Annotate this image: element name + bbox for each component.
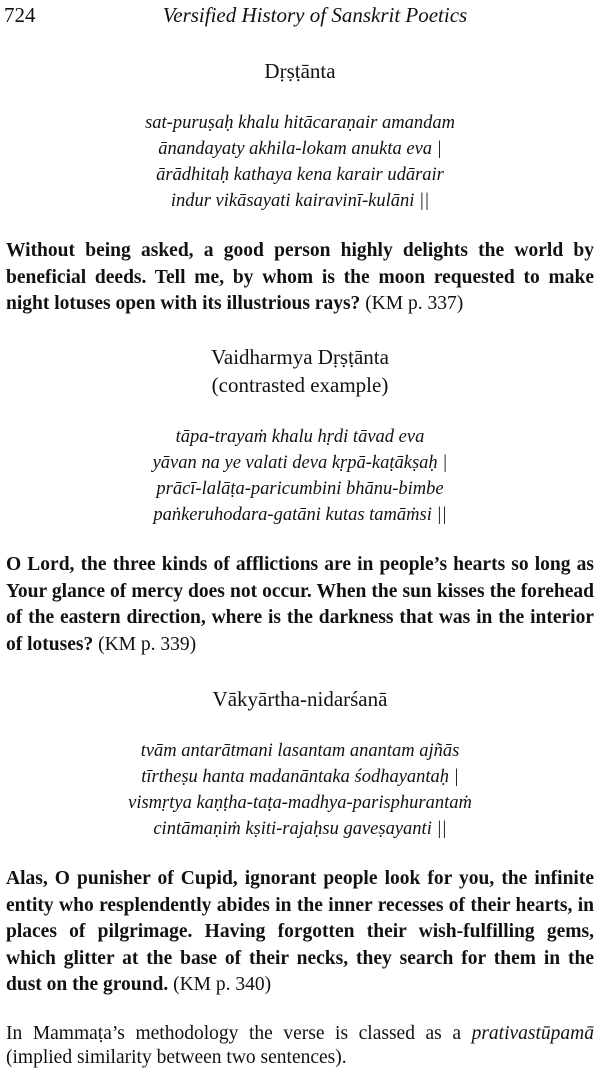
note-term: prativastūpamā — [471, 1023, 594, 1044]
translation-text: O Lord, the three kinds of afflictions are in people’s hearts so long as Your glance of mercy does not occur. When the sun kisses the forehead of the eastern direction, where is the darkness that was in the interior of lotuses? — [6, 554, 594, 655]
verse-line: yāvan na ye valati deva kṛpā-kaṭākṣaḥ | — [152, 453, 448, 473]
verse-translation — [6, 238, 594, 318]
verse-line: cintāmaṇiṁ kṣiti-rajaḥsu gaveṣayanti || — [153, 819, 447, 839]
section-heading: Dṛṣṭānta — [264, 59, 336, 83]
translation-text: Alas, O punisher of Cupid, ignorant people look for you, the infinite entity who resplendently abides in the inner recesses of their hearts, in places of pilgrimage. Having forgotten their wish-fulfilling gems, which glitter at the base of their necks, they search for them in the dust on the ground. — [6, 868, 594, 995]
note-text-prefix: In Mammaṭa’s methodology the verse is classed as a — [6, 1023, 472, 1044]
verse-line: tīrtheṣu hanta madanāntaka śodhayantaḥ | — [141, 767, 459, 787]
translation-text: Without being asked, a good person highly delights the world by beneficial deeds. Tell me, by whom is the moon requested to make night lotuses open with its illustrious rays? — [6, 240, 594, 314]
verse-line: sat-puruṣaḥ khalu hitācaraṇair amandam — [145, 113, 455, 133]
source-reference: (KM p. 340) — [173, 974, 272, 995]
section-subheading: (contrasted example) — [211, 373, 389, 397]
verse-line: prācī-lalāṭa-paricumbini bhānu-bimbe — [156, 479, 444, 499]
page-number: 724 — [4, 3, 36, 27]
note-text-suffix: (implied similarity between two sentences). — [6, 1047, 347, 1068]
verse-line: ānandayaty akhila-lokam anukta eva | — [158, 139, 442, 159]
section-heading: Vākyārtha-nidarśanā — [212, 687, 388, 711]
commentary-note — [6, 1022, 594, 1070]
sanskrit-verse — [0, 424, 600, 528]
running-title: Versified History of Sanskrit Poetics — [162, 3, 468, 27]
page-header — [4, 3, 596, 31]
verse-line: indur vikāsayati kairavinī-kulāni || — [170, 191, 430, 211]
verse-line: ārādhitaḥ kathaya kena karair udārair — [156, 165, 444, 185]
verse-translation — [6, 866, 594, 999]
source-reference: (KM p. 337) — [365, 293, 464, 314]
verse-line: paṅkeruhodara-gatāni kutas tamāṁsi || — [153, 505, 447, 525]
verse-line: tāpa-trayaṁ khalu hṛdi tāvad eva — [175, 427, 425, 447]
verse-translation — [6, 552, 594, 658]
sanskrit-verse — [0, 738, 600, 842]
source-reference: (KM p. 339) — [98, 633, 197, 655]
section-heading: Vaidharmya Dṛṣṭānta — [211, 345, 389, 369]
verse-line: vismṛtya kaṇṭha-taṭa-madhya-parisphurantaṁ — [128, 793, 472, 813]
sanskrit-verse — [0, 110, 600, 214]
verse-line: tvām antarātmani lasantam anantam ajñās — [140, 741, 460, 761]
